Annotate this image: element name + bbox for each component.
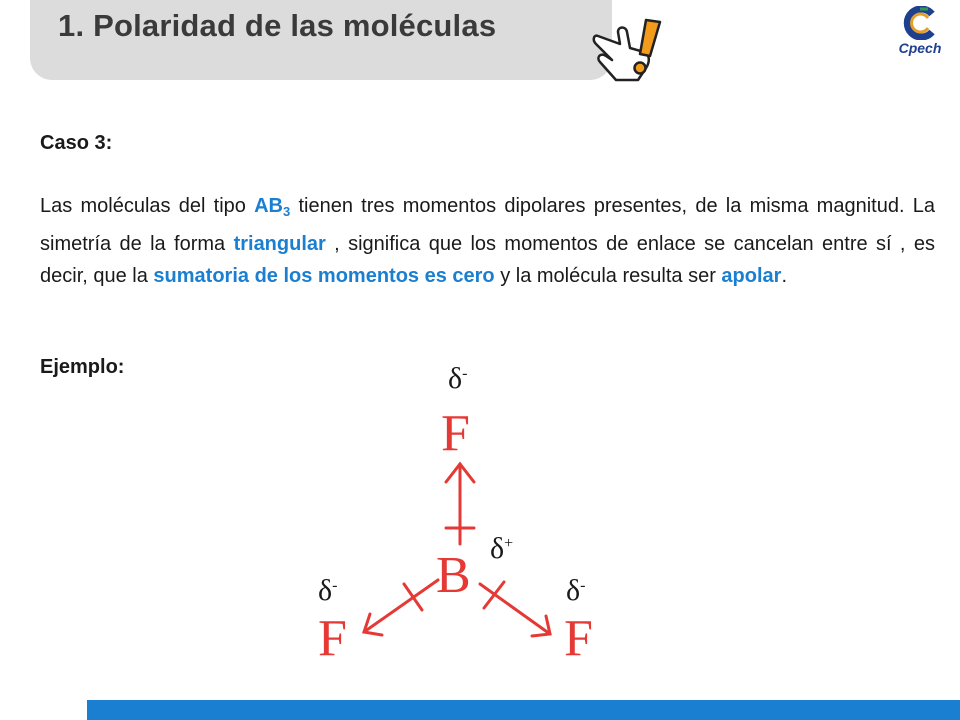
explanation-paragraph bbox=[40, 190, 935, 292]
highlight-apolar: apolar bbox=[721, 265, 782, 287]
cpech-logo bbox=[888, 6, 952, 66]
highlight-sum-zero: sumatoria de los momentos es cero bbox=[153, 265, 495, 287]
delta-right: δ- bbox=[566, 574, 586, 607]
dipole-arrow-left bbox=[364, 580, 438, 635]
dipole-arrow-right bbox=[480, 582, 550, 636]
text-run: y la molécula resulta ser bbox=[494, 265, 722, 287]
delta-top: δ- bbox=[448, 362, 468, 395]
text-run: , significa que los momentos de enlace se cancelan entre sí , es decir, que la bbox=[40, 233, 935, 287]
example-label: Ejemplo: bbox=[40, 356, 125, 378]
text-run: . bbox=[781, 265, 788, 287]
highlight-triangular: triangular bbox=[233, 233, 326, 255]
logo-text: Cpech bbox=[898, 40, 942, 56]
atom-f-left: F bbox=[318, 610, 347, 667]
delta-left: δ- bbox=[318, 574, 338, 607]
atom-f-right: F bbox=[564, 610, 593, 667]
text-run: tienen tres momentos dipolares presentes, de la misma magnitud. La simetría de la forma bbox=[40, 195, 935, 255]
bf3-dipole-diagram bbox=[300, 352, 620, 672]
cpech-logo-icon bbox=[898, 6, 942, 40]
page-title: 1. Polaridad de las moléculas bbox=[58, 8, 497, 43]
formula-base: AB bbox=[254, 195, 283, 217]
formula-ab3 bbox=[254, 195, 290, 217]
text-run: Las moléculas del tipo bbox=[40, 195, 255, 217]
atom-b-center: B bbox=[436, 547, 471, 604]
delta-center: δ+ bbox=[490, 532, 514, 565]
dipole-arrow-top bbox=[446, 464, 474, 544]
formula-subscript: 3 bbox=[283, 204, 291, 219]
pointing-hand-exclamation-icon bbox=[590, 14, 666, 86]
bottom-accent-bar bbox=[87, 700, 960, 720]
atom-f-top: F bbox=[441, 405, 470, 462]
case-title: Caso 3: bbox=[40, 132, 113, 154]
